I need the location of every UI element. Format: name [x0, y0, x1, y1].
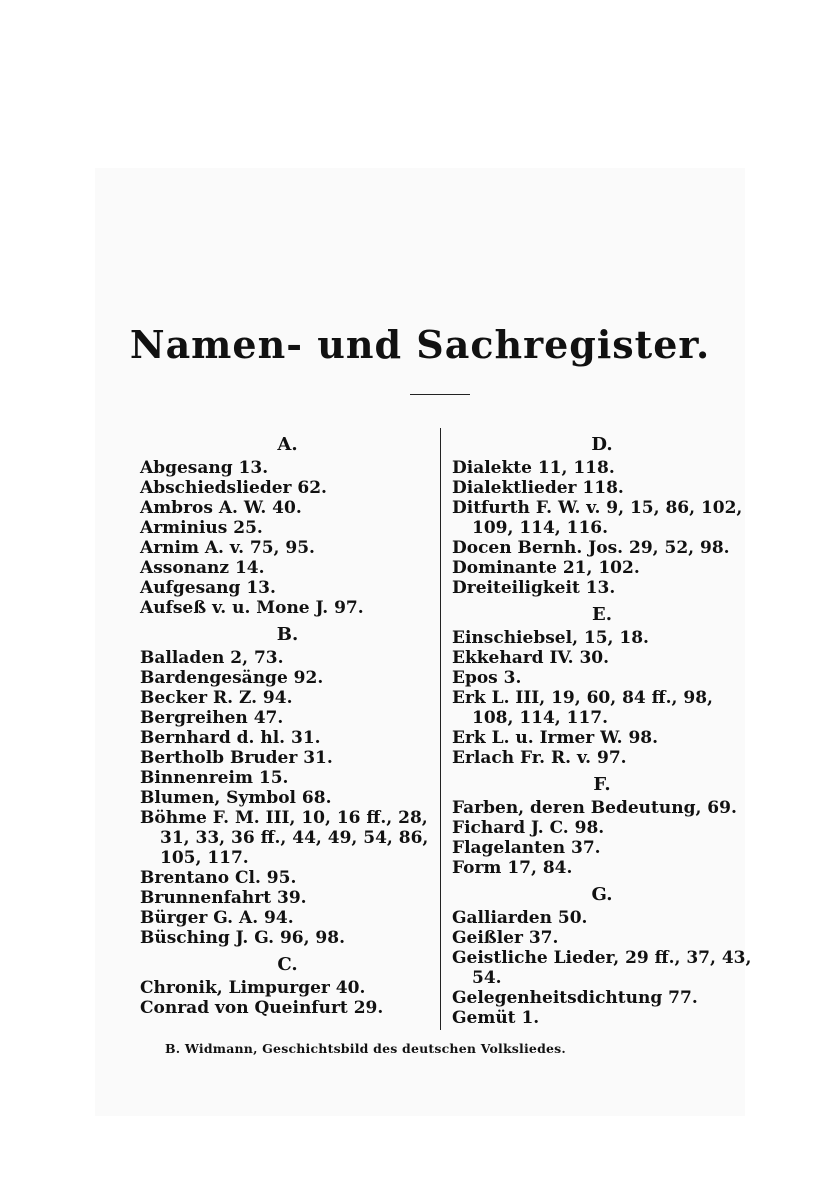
index-entry: Bürger G. A. 94.: [140, 908, 294, 928]
index-entry: Abschiedslieder 62.: [140, 478, 327, 498]
index-entry: Büsching J. G. 96, 98.: [140, 928, 346, 948]
index-entry: Assonanz 14.: [140, 558, 265, 578]
index-entry: Gemüt 1.: [452, 1008, 540, 1028]
index-entry: Dominante 21, 102.: [452, 558, 640, 578]
index-entry: Blumen, Symbol 68.: [140, 788, 332, 808]
page-title: Namen- und Sachregister.: [129, 322, 711, 367]
index-entry: Geißler 37.: [452, 928, 559, 948]
index-entry: Chronik, Limpurger 40.: [140, 978, 366, 998]
index-entry: Einschiebsel, 15, 18.: [452, 628, 649, 648]
index-entry: Ambros A. W. 40.: [140, 498, 302, 518]
index-entry: Form 17, 84.: [452, 858, 573, 878]
index-entry: Bergreihen 47.: [140, 708, 284, 728]
footer-caption: B. Widmann, Geschichtsbild des deutschen Volksliedes.: [165, 1041, 566, 1056]
index-entry: Dreiteiligkeit 13.: [452, 578, 616, 598]
section-letter: F.: [593, 774, 611, 795]
section-letter: A.: [277, 434, 298, 455]
column-divider: [440, 428, 441, 1030]
index-entry: Aufgesang 13.: [140, 578, 276, 598]
section-letter: E.: [592, 604, 612, 625]
left-column: [140, 428, 435, 1018]
index-entry: Bernhard d. hl. 31.: [140, 728, 321, 748]
index-entry: Balladen 2, 73.: [140, 648, 284, 668]
index-entry: Ditfurth F. W. v. 9, 15, 86, 102, 109, 114, 116.: [452, 498, 743, 538]
index-entry: Aufseß v. u. Mone J. 97.: [140, 598, 364, 618]
index-entry: Fichard J. C. 98.: [452, 818, 605, 838]
right-column: [452, 428, 752, 1028]
index-entry: Ekkehard IV. 30.: [452, 648, 610, 668]
index-entry: Bardengesänge 92.: [140, 668, 324, 688]
index-entry: Geistliche Lieder, 29 ff., 37, 43, 54.: [452, 948, 752, 988]
index-entry: Erk L. III, 19, 60, 84 ff., 98, 108, 114, 117.: [452, 688, 713, 728]
index-entry: Arminius 25.: [140, 518, 263, 538]
index-entry: Brentano Cl. 95.: [140, 868, 297, 888]
index-entry: Erlach Fr. R. v. 97.: [452, 748, 627, 768]
index-entry: Becker R. Z. 94.: [140, 688, 293, 708]
index-entry: Brunnenfahrt 39.: [140, 888, 307, 908]
index-entry: Arnim A. v. 75, 95.: [140, 538, 315, 558]
index-entry: Böhme F. M. III, 10, 16 ff., 28, 31, 33, 36 ff., 44, 49, 54, 86, 105, 117.: [140, 808, 429, 868]
index-entry: Epos 3.: [452, 668, 522, 688]
index-entry: Gelegenheitsdichtung 77.: [452, 988, 698, 1008]
index-entry: Dialektlieder 118.: [452, 478, 624, 498]
index-entry: Flagelanten 37.: [452, 838, 601, 858]
index-entry: Abgesang 13.: [140, 458, 269, 478]
section-letter: B.: [276, 624, 299, 645]
section-letter: G.: [591, 884, 613, 905]
index-entry: Erk L. u. Irmer W. 98.: [452, 728, 659, 748]
index-entry: Docen Bernh. Jos. 29, 52, 98.: [452, 538, 730, 558]
section-letter: D.: [591, 434, 613, 455]
index-entry: Galliarden 50.: [452, 908, 588, 928]
index-entry: Conrad von Queinfurt 29.: [140, 998, 384, 1018]
index-entry: Dialekte 11, 118.: [452, 458, 615, 478]
index-entry: Binnenreim 15.: [140, 768, 289, 788]
title-rule: [410, 394, 470, 395]
section-letter: C.: [277, 954, 298, 975]
index-entry: Bertholb Bruder 31.: [140, 748, 333, 768]
index-entry: Farben, deren Bedeutung, 69.: [452, 798, 737, 818]
